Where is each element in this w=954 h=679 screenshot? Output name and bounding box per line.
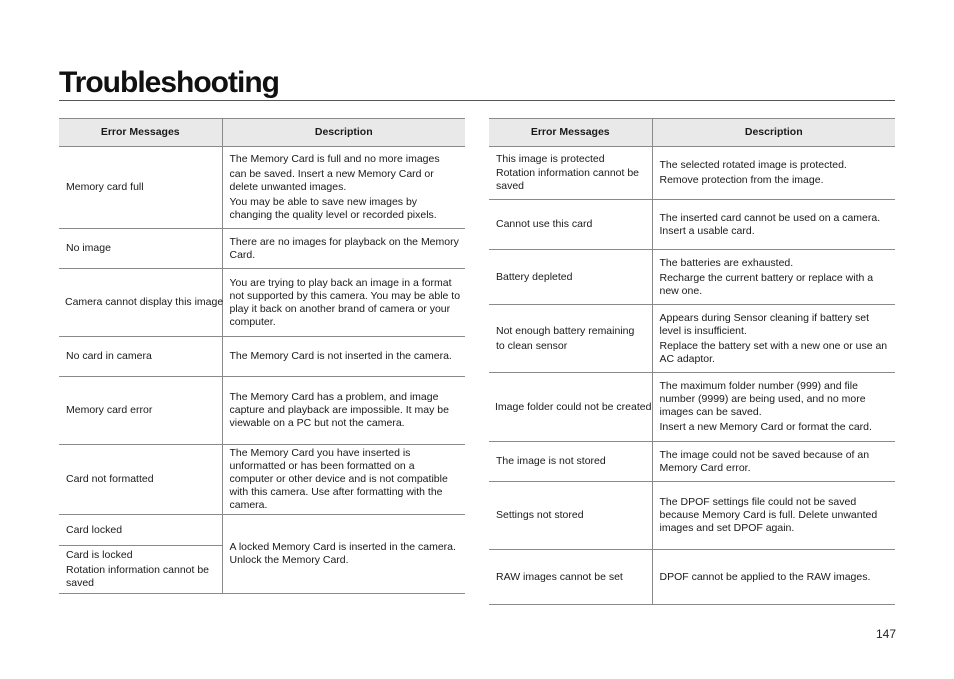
description-cell: The Memory Card is full and no more images can be saved. Insert a new Memory Card or delete unwanted images. You may be able to save new images by changing the quality level or recorded pixels. xyxy=(222,147,465,229)
description-cell: The maximum folder number (999) and file number (9999) are being used, and no more images can be saved. Insert a new Memory Card or format the card. xyxy=(652,373,895,442)
error-message-cell: This image is protected Rotation information cannot be saved xyxy=(489,147,652,200)
table-row xyxy=(59,337,465,377)
table-row xyxy=(489,373,895,442)
table-row xyxy=(489,147,895,200)
description-cell: The batteries are exhausted. Recharge the current battery or replace with a new one. xyxy=(652,250,895,305)
error-message-cell: Camera cannot display this image xyxy=(59,269,222,337)
table-row xyxy=(59,269,465,337)
table-row xyxy=(59,445,465,515)
table-header-row xyxy=(59,119,465,147)
error-message-cell: No card in camera xyxy=(59,337,222,377)
page-number: 147 xyxy=(876,627,897,641)
error-message-cell: Cannot use this card xyxy=(489,200,652,250)
description-cell: You are trying to play back an image in a format not supported by this camera. You may be able to play it back on another brand of camera or your computer. xyxy=(222,269,465,337)
description-cell: There are no images for playback on the Memory Card. xyxy=(222,229,465,269)
table-header-row xyxy=(489,119,895,147)
description-cell: The Memory Card has a problem, and image capture and playback are impossible. It may be viewable on a PC but not the camera. xyxy=(222,377,465,445)
table-row xyxy=(489,482,895,550)
title-rule xyxy=(59,100,895,101)
table-row xyxy=(489,305,895,373)
table-row xyxy=(489,200,895,250)
left-error-table xyxy=(59,118,465,594)
error-message-cell: RAW images cannot be set xyxy=(489,550,652,605)
error-message-cell: Not enough battery remaining to clean sensor xyxy=(489,305,652,373)
table-row xyxy=(59,229,465,269)
error-message-cell: Card not formatted xyxy=(59,445,222,515)
error-message-cell: Memory card full xyxy=(59,147,222,229)
error-message-cell: The image is not stored xyxy=(489,442,652,482)
description-cell: The image could not be saved because of an Memory Card error. xyxy=(652,442,895,482)
table-row xyxy=(59,515,465,546)
table-row xyxy=(489,550,895,605)
table-row xyxy=(59,377,465,445)
description-cell: Appears during Sensor cleaning if battery set level is insufficient. Replace the battery set with a new one or use an AC adaptor. xyxy=(652,305,895,373)
description-cell: DPOF cannot be applied to the RAW images. xyxy=(652,550,895,605)
column-header-error-messages: Error Messages xyxy=(489,119,652,147)
error-message-cell: Image folder could not be created xyxy=(489,373,652,442)
description-cell: The Memory Card is not inserted in the camera. xyxy=(222,337,465,377)
description-cell: A locked Memory Card is inserted in the camera. Unlock the Memory Card. xyxy=(222,515,465,594)
error-message-cell: Settings not stored xyxy=(489,482,652,550)
description-cell: The DPOF settings file could not be saved because Memory Card is full. Delete unwanted images and set DPOF again. xyxy=(652,482,895,550)
error-message-cell: Card is locked Rotation information cannot be saved xyxy=(59,546,222,594)
description-cell: The Memory Card you have inserted is unformatted or has been formatted on a computer or other device and is not compatible with this camera. Use after formatting with the camera. xyxy=(222,445,465,515)
error-message-cell: No image xyxy=(59,229,222,269)
error-message-cell: Memory card error xyxy=(59,377,222,445)
right-error-table xyxy=(489,118,895,605)
column-header-description: Description xyxy=(222,119,465,147)
table-row xyxy=(59,147,465,229)
error-message-cell: Card locked xyxy=(59,515,222,546)
column-header-description: Description xyxy=(652,119,895,147)
column-header-error-messages: Error Messages xyxy=(59,119,222,147)
description-cell: The selected rotated image is protected. Remove protection from the image. xyxy=(652,147,895,200)
table-row xyxy=(489,250,895,305)
description-cell: The inserted card cannot be used on a camera. Insert a usable card. xyxy=(652,200,895,250)
table-row xyxy=(489,442,895,482)
error-message-cell: Battery depleted xyxy=(489,250,652,305)
page-title: Troubleshooting xyxy=(59,66,279,99)
